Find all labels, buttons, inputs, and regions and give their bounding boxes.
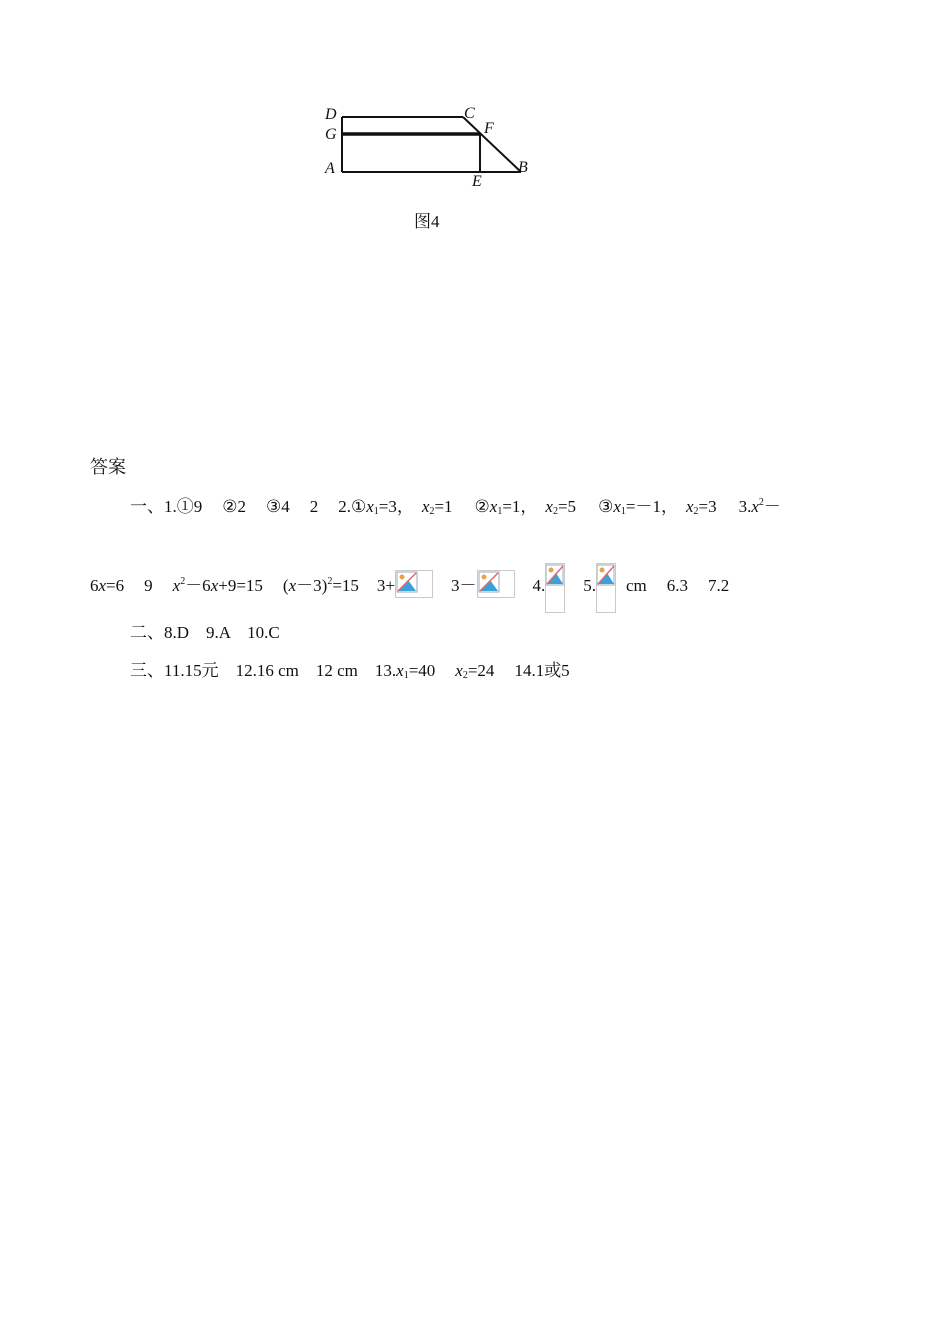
answer-text: ③4 [266,497,290,516]
subscript: 1 [620,506,626,517]
answer-text: ①9 [176,497,203,516]
answer-text: －6 [185,576,211,595]
answer-text: =－1， [625,497,678,516]
answer-text: =5 [557,497,577,516]
answer-row-1 [130,492,781,517]
answer-text: =1 [434,497,453,516]
variable-x: x [489,497,498,516]
answer-text: 三、11.15元 12.16 cm 12 cm 13. [130,661,397,680]
answer-text: 6 [90,576,99,595]
subscript: 2 [693,506,699,517]
answer-text: =15 [332,576,359,595]
point-label-g: G [325,126,337,143]
variable-x: x [751,497,759,516]
subscript: 2 [462,670,468,681]
answer-text: cm [626,576,647,595]
answer-text: =1， [502,497,538,516]
answer-text: =3， [378,497,414,516]
answer-text: =24 [467,661,495,680]
section-one-label: 一、1. [130,497,177,516]
broken-image-icon [545,563,565,613]
variable-x: x [545,497,553,516]
question-number: 3. [738,497,752,516]
answer-text: ③ [598,497,614,516]
point-label-b: B [518,159,528,176]
answer-text: 3+ [376,576,395,595]
answer-text: ① [351,497,367,516]
answer-row-3: 二、8.D 9.A 10.C [130,623,280,642]
variable-x: x [685,497,694,516]
point-label-c: C [464,105,475,122]
variable-x: x [613,497,621,516]
subscript: 2 [552,506,558,517]
variable-x: x [396,661,404,680]
point-label-d: D [325,106,337,123]
point-label-a: A [325,160,335,177]
answer-text: 14.1或5 [514,661,570,680]
answer-text: 7.2 [708,576,730,595]
answer-text: 5. [583,576,596,595]
answer-text: －3) [296,576,328,595]
variable-x: x [210,576,219,595]
subscript: 1 [403,670,409,681]
answer-text: =3 [698,497,717,516]
answer-text: 3－ [451,576,477,595]
answer-text: ②2 [222,497,246,516]
answer-text: =6 [106,576,125,595]
answer-row-4 [130,656,570,681]
broken-image-icon [395,570,433,598]
variable-x: x [98,576,107,595]
subscript: 2 [429,506,435,517]
geometry-figure [318,100,548,190]
answer-text: =40 [408,661,436,680]
question-number: 2. [338,497,351,516]
variable-x: x [288,576,297,595]
answer-text: 2 [309,497,319,516]
answer-text: 6.3 [666,576,689,595]
subscript: 1 [373,506,379,517]
broken-image-icon [477,570,515,598]
variable-x: x [172,576,181,595]
superscript: 2 [327,576,333,587]
point-label-e: E [472,173,482,190]
variable-x: x [366,497,374,516]
point-label-f: F [484,120,494,137]
variable-x: x [455,661,463,680]
answer-text: ( [282,576,289,595]
answer-row-2 [90,563,729,613]
answer-text: +9=15 [218,576,263,595]
trapezoid-diagram [318,100,548,190]
answer-text: ② [474,497,490,516]
answers-heading: 答案 [90,457,126,477]
broken-image-icon [596,563,616,613]
figure-caption: 图4 [414,212,440,231]
superscript: 2 [758,497,764,508]
answer-text: 4. [532,576,546,595]
answer-text: － [763,497,781,516]
subscript: 1 [497,506,503,517]
answer-text: 9 [144,576,153,595]
superscript: 2 [180,576,186,587]
variable-x: x [421,497,430,516]
